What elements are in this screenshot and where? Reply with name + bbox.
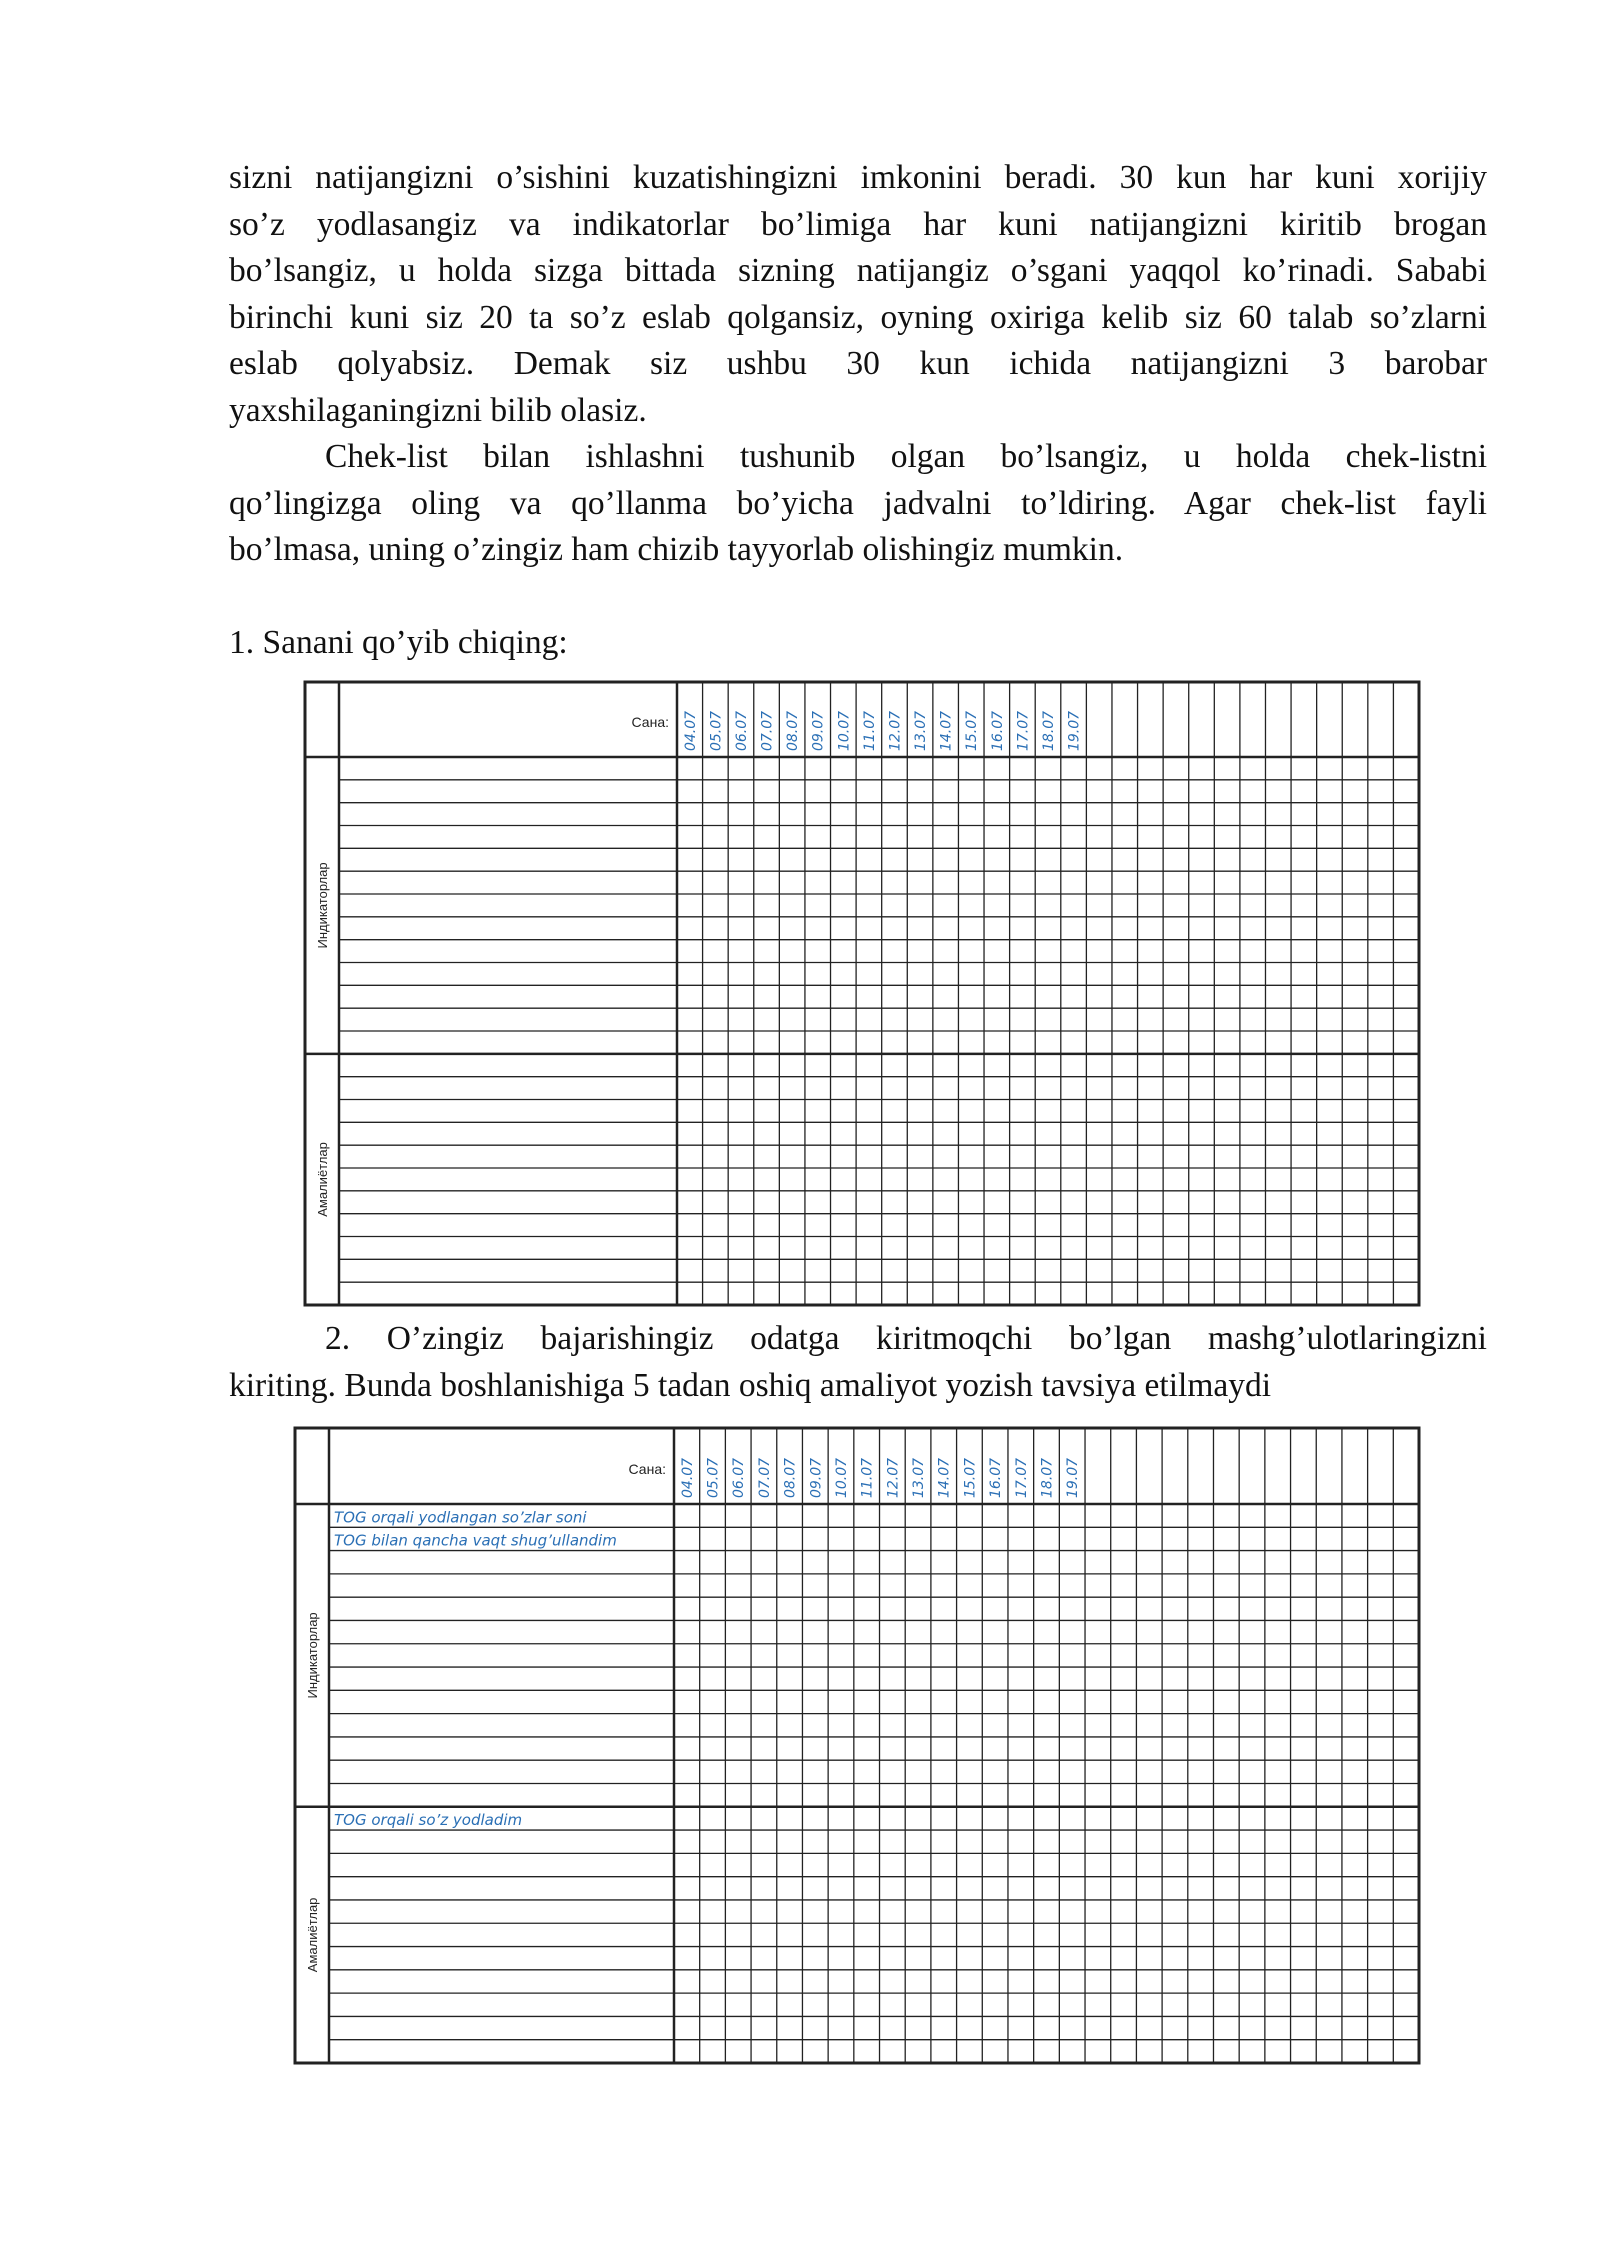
actions-section-label: Амалиётлар <box>315 1142 330 1217</box>
step1-heading: 1. Sanani qo’yib chiqing: <box>229 624 568 661</box>
date-cell-text: 16.07 <box>989 710 1006 751</box>
text-line: yaxshilaganingizni bilib olasiz. <box>229 391 647 429</box>
date-cell-text: 18.07 <box>1041 710 1057 751</box>
date-cell-text: 11.07 <box>859 1457 876 1498</box>
date-cell-text: 18.07 <box>1039 1457 1056 1498</box>
text-line: sizni natijangizni o’sishini kuzatishingizni imkonini beradi. 30 kun har kuni xorijiy <box>229 159 1487 196</box>
date-cell-text: 17.07 <box>1015 710 1032 751</box>
date-cell-text: 14.07 <box>938 710 955 751</box>
date-cell-text: 11.07 <box>861 710 878 751</box>
text-line: bo’lsangiz, u holda sizga bittada sizning natijangiz o’sgani yaqqol ko’rinadi. Sababi <box>229 252 1487 289</box>
date-cell-text: 19.07 <box>1066 710 1083 751</box>
date-cell-text: 04.07 <box>682 710 699 751</box>
date-cell-text: 14.07 <box>936 1457 953 1498</box>
indicators-section-label: Индикаторлар <box>305 1612 320 1699</box>
date-cell-text: 05.07 <box>705 1457 722 1498</box>
date-cell-text: 16.07 <box>988 1457 1005 1498</box>
date-cell-text: 09.07 <box>808 1457 825 1498</box>
date-cell-text: 06.07 <box>731 1457 748 1498</box>
date-cell-text: 15.07 <box>962 1457 979 1498</box>
text-line: so’z yodlasangiz va indikatorlar bo’limiga har kuni natijangizni kiritib brogan <box>229 205 1487 243</box>
date-cell-text: 15.07 <box>964 710 981 751</box>
date-cell-text: 13.07 <box>911 1457 928 1498</box>
date-cell-text: 08.07 <box>782 1457 799 1498</box>
text-line: 2. O’zingiz bajarishingiz odatga kiritmoqchi bo’lgan mashg’ulotlaringizni <box>325 1320 1487 1357</box>
date-cell-text: 06.07 <box>733 710 750 751</box>
date-cell-text: 08.07 <box>785 710 802 751</box>
text-line: Chek-list bilan ishlashni tushunib olgan bo’lsangiz, u holda chek-listni <box>325 438 1487 475</box>
text-line: qo’lingizga oling va qo’llanma bo’yicha jadvalni to’ldiring. Agar chek-list fayli <box>229 484 1487 522</box>
date-cell-text: 10.07 <box>836 710 853 751</box>
date-cell-text: 09.07 <box>810 710 827 751</box>
actions-section-label: Амалиётлар <box>305 1897 320 1973</box>
date-cell-text: 12.07 <box>887 710 904 751</box>
date-cell-text: 07.07 <box>759 710 776 751</box>
date-cell-text: 07.07 <box>756 1457 773 1498</box>
text-line: kiriting. Bunda boshlanishiga 5 tadan oshiq amaliyot yozish tavsiya etilmaydi <box>229 1366 1272 1404</box>
date-label: Сана: <box>628 1461 666 1477</box>
date-cell-text: 12.07 <box>885 1457 902 1498</box>
text-line: birinchi kuni siz 20 ta so’z eslab qolgansiz, oyning oxiriga kelib siz 60 talab so’zlarni <box>229 298 1487 336</box>
text-line: bo’lmasa, uning o’zingiz ham chizib tayyorlab olishingiz mumkin. <box>229 531 1124 568</box>
text-line: eslab qolyabsiz. Demak siz ushbu 30 kun ichida natijangizni 3 barobar <box>229 345 1487 382</box>
date-cell-text: 05.07 <box>708 710 725 751</box>
date-cell-text: 13.07 <box>913 710 930 751</box>
date-label: Сана: <box>631 714 669 730</box>
date-cell-text: 04.07 <box>679 1457 696 1498</box>
date-cell-text: 17.07 <box>1013 1457 1030 1498</box>
date-cell-text: 10.07 <box>833 1457 850 1498</box>
date-cell-text: 19.07 <box>1065 1457 1082 1498</box>
indicator-entry: TOG orqali yodlangan so’zlar soni <box>334 1508 587 1527</box>
indicator-entry: TOG bilan qancha vaqt shug’ullandim <box>334 1531 617 1550</box>
action-entry: TOG orqali so’z yodladim <box>334 1811 523 1830</box>
indicators-section-label: Индикаторлар <box>315 862 330 949</box>
